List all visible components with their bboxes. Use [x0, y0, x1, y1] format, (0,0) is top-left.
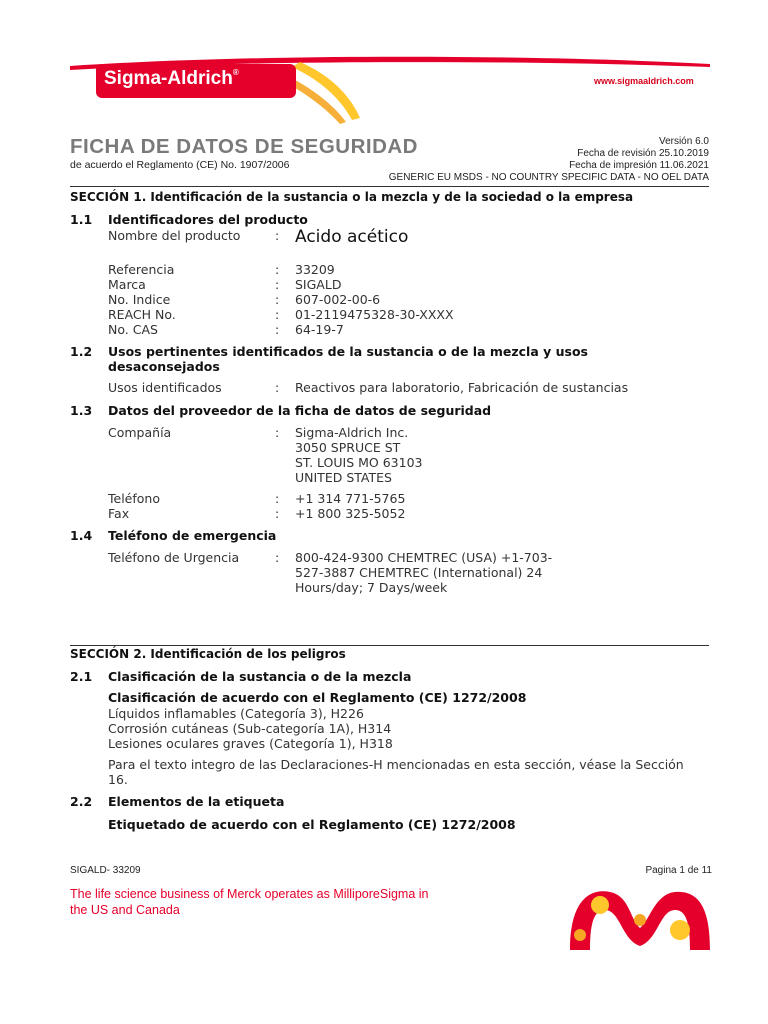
h-statements-note: Para el texto integro de las Declaraciones-H mencionadas en esta sección, véase la Sección [108, 757, 684, 772]
uses-value: Reactivos para laboratorio, Fabricación de sustancias [295, 380, 629, 395]
company-line: UNITED STATES [295, 470, 392, 485]
divider [70, 186, 709, 187]
colon: : [275, 292, 280, 307]
field-value: SIGALD [295, 277, 342, 292]
classification-item: Lesiones oculares graves (Categoría 1), H318 [108, 736, 393, 751]
section-1-4-number: 1.4 [70, 528, 93, 543]
classification-item: Corrosión cutáneas (Sub-categoría 1A), H314 [108, 721, 392, 736]
field-label: Marca [108, 277, 146, 292]
section-1-2-number: 1.2 [70, 344, 93, 359]
website-url: www.sigmaaldrich.com [594, 76, 694, 86]
product-name-label: Nombre del producto [108, 228, 241, 243]
merck-logo-icon [560, 880, 720, 960]
document-id: SIGALD- 33209 [70, 865, 141, 876]
section-1-2-title: Usos pertinentes identificados de la sustancia o de la mezcla y usos [108, 344, 588, 359]
section-1-3-title: Datos del proveedor de la ficha de datos de seguridad [108, 403, 492, 418]
section-2-2-number: 2.2 [70, 794, 93, 809]
field-label: No. CAS [108, 322, 158, 337]
colon: : [275, 307, 280, 322]
field-value: 64-19-7 [295, 322, 344, 337]
company-label: Compañía [108, 425, 172, 440]
tagline-line: the US and Canada [70, 903, 180, 917]
field-value: 33209 [295, 262, 335, 277]
fax-label: Fax [108, 506, 130, 521]
company-line: ST. LOUIS MO 63103 [295, 455, 423, 470]
document-title: FICHA DE DATOS DE SEGURIDAD [70, 135, 418, 158]
colon: : [275, 277, 280, 292]
section-1-1-number: 1.1 [70, 212, 93, 227]
generic-note: GENERIC EU MSDS - NO COUNTRY SPECIFIC DATA - NO OEL DATA [388, 172, 709, 183]
section-1-3-number: 1.3 [70, 403, 93, 418]
colon: : [275, 262, 280, 277]
colon: : [275, 550, 280, 565]
section-1-1-title: Identificadores del producto [108, 212, 308, 227]
classification-title: Clasificación de acuerdo con el Reglamento (CE) 1272/2008 [108, 690, 527, 705]
section-1-2-title-cont: desaconsejados [108, 359, 220, 374]
brand-name: Sigma-Aldrich [104, 68, 233, 89]
divider [70, 645, 709, 646]
tagline-line: The life science business of Merck operates as MilliporeSigma in [70, 887, 429, 901]
colon: : [275, 322, 280, 337]
emergency-line: 800-424-9300 CHEMTREC (USA) +1-703- [295, 550, 553, 565]
field-label: REACH No. [108, 307, 176, 322]
emergency-line: 527-3887 CHEMTREC (International) 24 [295, 565, 543, 580]
fax-value: +1 800 325-5052 [295, 506, 406, 521]
company-line: 3050 SPRUCE ST [295, 440, 401, 455]
uses-label: Usos identificados [108, 380, 222, 395]
colon: : [275, 506, 280, 521]
colon: : [275, 228, 280, 243]
section-2-2-title: Elementos de la etiqueta [108, 794, 285, 809]
product-name: Acido acético [295, 227, 409, 247]
section-2-title: SECCIÓN 2. Identificación de los peligros [70, 647, 346, 661]
field-label: No. Indice [108, 292, 171, 307]
emergency-line: Hours/day; 7 Days/week [295, 580, 448, 595]
emergency-label: Teléfono de Urgencia [108, 550, 240, 565]
revision-date: Fecha de revisión 25.10.2019 [577, 148, 709, 159]
field-label: Referencia [108, 262, 175, 277]
company-line: Sigma-Aldrich Inc. [295, 425, 409, 440]
phone-label: Teléfono [108, 491, 160, 506]
colon: : [275, 425, 280, 440]
merck-tagline [70, 886, 490, 918]
section-2-1-title: Clasificación de la sustancia o de la mezcla [108, 669, 412, 684]
colon: : [275, 380, 280, 395]
colon: : [275, 491, 280, 506]
version: Versión 6.0 [658, 136, 709, 147]
section-1-4-title: Teléfono de emergencia [108, 528, 277, 543]
phone-value: +1 314 771-5765 [295, 491, 406, 506]
section-2-1-number: 2.1 [70, 669, 93, 684]
regulation-subtitle: de acuerdo el Reglamento (CE) No. 1907/2006 [70, 159, 290, 171]
print-date: Fecha de impresión 11.06.2021 [569, 160, 709, 171]
registered-mark: ® [232, 68, 239, 77]
labelling-title: Etiquetado de acuerdo con el Reglamento (CE) 1272/2008 [108, 817, 516, 832]
classification-item: Líquidos inflamables (Categoría 3), H226 [108, 706, 364, 721]
page-number: Pagina 1 de 11 [645, 865, 712, 876]
brand-logo [104, 68, 239, 90]
h-statements-note-cont: 16. [108, 772, 128, 787]
section-1-title: SECCIÓN 1. Identificación de la sustancia o la mezcla y de la sociedad o la empresa [70, 190, 634, 204]
field-value: 607-002-00-6 [295, 292, 381, 307]
field-value: 01-2119475328-30-XXXX [295, 307, 454, 322]
